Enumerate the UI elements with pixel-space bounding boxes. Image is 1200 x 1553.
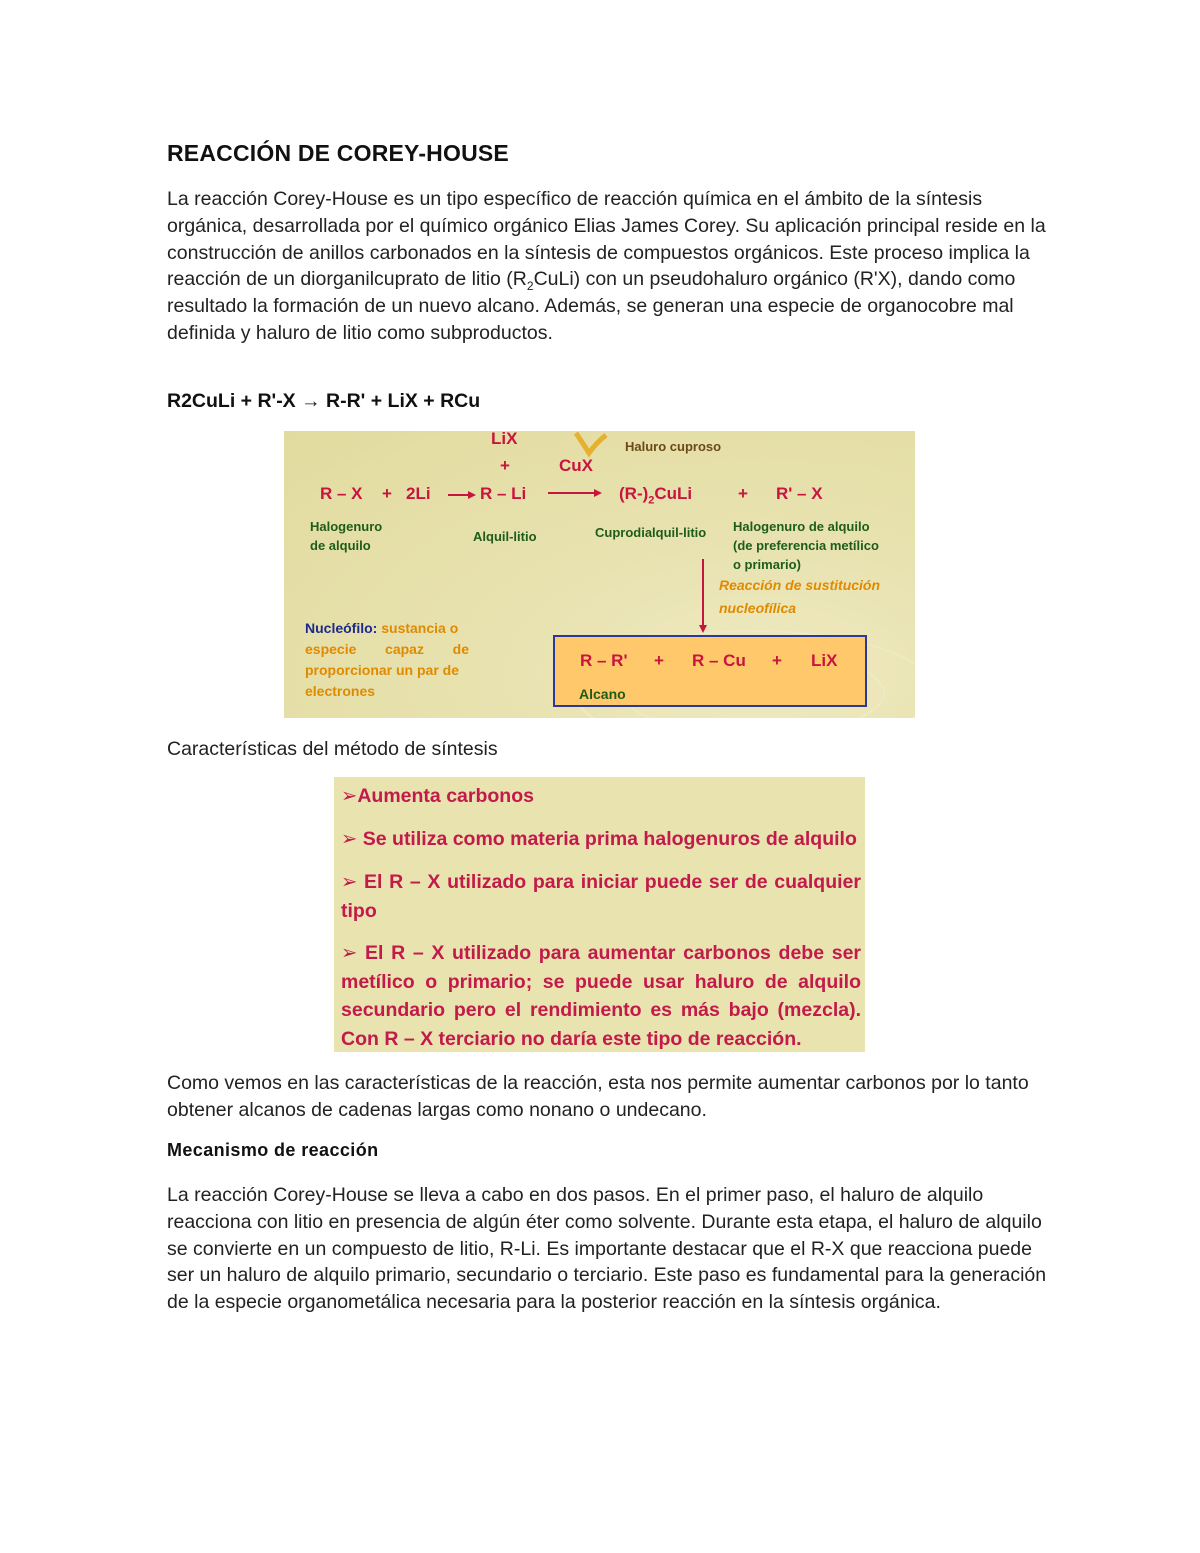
plus-sign: + [382, 484, 392, 503]
rx-reactant: R – X [320, 484, 363, 503]
halogenuro-alquilo-label: Halogenuro de alquilo (de preferencia metílico o primario) [733, 519, 879, 572]
arrow-head [468, 491, 476, 499]
curved-arrows-icon [576, 433, 606, 453]
product-lix: LiX [811, 651, 838, 670]
arrow-head [594, 489, 602, 497]
plus-top: + [500, 456, 510, 475]
arrow-bullet-icon: ➢ [341, 871, 358, 893]
down-arrow-head [699, 625, 707, 633]
characteristic-item: ➢Aumenta carbonos [341, 785, 534, 807]
cuprodialquil-label: Cuprodialquil-litio [595, 525, 707, 540]
arrow-bullet-icon: ➢ [341, 828, 358, 850]
alcano-label: Alcano [579, 686, 626, 702]
intro-text-b: CuLi) con un pseudohaluro orgánico (R'X), dando como resultado la formación de un nuevo alcano. Además, se generan una especie de organocobre mal definida y haluro de litio como subproductos. [167, 268, 1016, 344]
lithium-reactant: 2Li [406, 484, 431, 503]
rli-intermediate: R – Li [480, 484, 527, 503]
intro-text-a: La reacción Corey-House es un tipo específico de reacción química en el ámbito de la síntesis orgánica, desarrollada por el químico orgánico Elias James Corey. Su aplicación principal reside en la construcción de anillos carbonados en la síntesis de compuestos orgánicos. Este proceso implica la reacción de un diorganilcuprato de litio (R [167, 188, 1046, 291]
mecanismo-paragraph: La reacción Corey-House se lleva a cabo en dos pasos. En el primer paso, el haluro de alquilo reacciona con litio en presencia de algún éter como solvente. Durante esta etapa, el haluro de alquilo se convierte en un compuesto de litio, R-Li. Es importante destacar que el R-X que reacciona puede ser un haluro de alquilo primario, secundario o terciario. Este paso es fundamental para la generación de la especie organometálica necesaria para la posterior reacción en la síntesis orgánica. [167, 1184, 1047, 1314]
characteristic-item: ➢ El R – X utilizado para aumentar carbonos debe ser metílico o primario; se puede usar haluro de alquilo secundario pero el rendimiento es más bajo (mezcla). Con R – X terciario no daría este tipo de reacción. [341, 942, 861, 1050]
characteristic-item: ➢ Se utiliza como materia prima halogenuros de alquilo [341, 828, 857, 850]
nucleofilo-term: Nucleófilo: [305, 620, 378, 636]
arrow-bullet-icon: ➢ [341, 785, 358, 807]
cux-label: CuX [559, 456, 593, 475]
arrow-bullet-icon: ➢ [341, 942, 358, 964]
product-rcu: R – Cu [692, 651, 746, 670]
alquil-litio-label: Alquil-litio [473, 529, 537, 544]
reaction-formula: R2CuLi + R'-X → R-R' + LiX + RCu [167, 390, 481, 412]
caracteristicas-heading: Características del método de síntesis [167, 738, 498, 760]
haluro-cuproso-label: Haluro cuproso [625, 439, 722, 454]
conclusion-paragraph: Como vemos en las características de la reacción, esta nos permite aumentar carbonos por lo tanto obtener alcanos de cadenas largas como nonano o undecano. [167, 1072, 1029, 1121]
product-rr: R – R' [580, 651, 628, 670]
intro-paragraph [167, 186, 1047, 347]
lix-top: LiX [491, 431, 518, 448]
products-box [553, 635, 867, 707]
plus-sign: + [738, 484, 748, 503]
halogenuro-label: Halogenuro de alquilo [310, 519, 383, 553]
reaction-scheme-figure [284, 431, 915, 718]
characteristic-item: ➢ El R – X utilizado para iniciar puede ser de cualquier tipo [341, 871, 861, 922]
page-title: REACCIÓN DE COREY-HOUSE [167, 140, 509, 166]
cuprate-intermediate: $(R-)_2CuLi$ [619, 484, 693, 507]
sustitucion-label: Reacción de sustitución nucleofílica [719, 577, 881, 616]
plus-sign: + [772, 651, 782, 670]
mecanismo-heading: Mecanismo de reacción [167, 1140, 379, 1160]
intro-subscript: 2 [526, 279, 534, 294]
nucleofilo-definition: Nucleófilo: sustancia o especie capaz de proporcionar un par de electrones [305, 620, 469, 699]
rprime-x-reactant: R' – X [776, 484, 823, 503]
plus-sign: + [654, 651, 664, 670]
characteristics-figure [334, 777, 865, 1052]
